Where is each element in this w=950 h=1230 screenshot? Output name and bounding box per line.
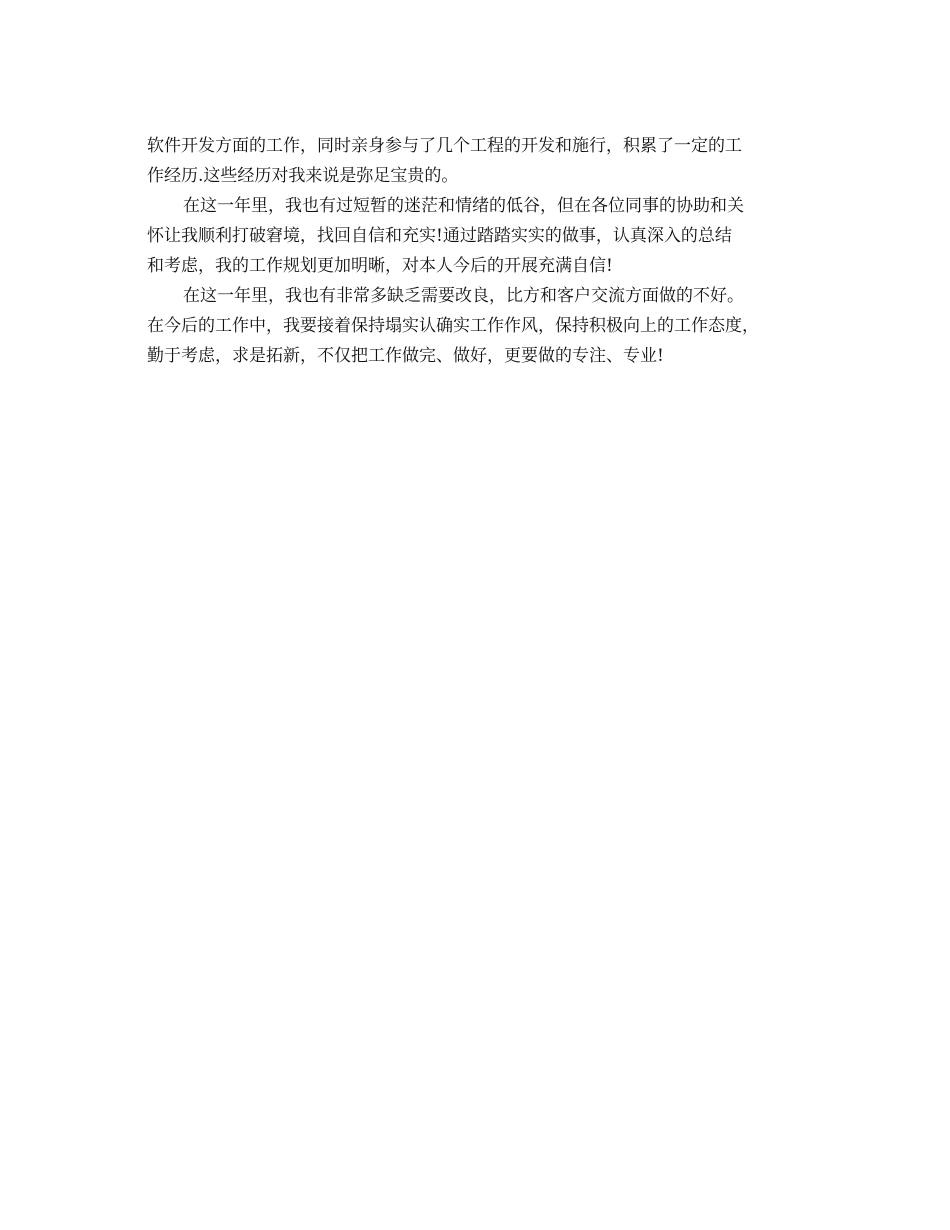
paragraph-line: 怀让我顺利打破窘境，找回自信和充实!通过踏踏实实的做事，认真深入的总结 [147, 226, 732, 246]
paragraph-1 [147, 131, 817, 191]
paragraph-line: 在这一年里，我也有过短暂的迷茫和情绪的低谷，但在各位同事的协助和关 [183, 196, 744, 216]
paragraph-line: 在今后的工作中，我要接着保持塌实认确实工作作风，保持积极向上的工作态度， [147, 316, 759, 336]
paragraph-line: 软件开发方面的工作，同时亲身参与了几个工程的开发和施行，积累了一定的工 [147, 136, 742, 156]
paragraph-3 [147, 281, 817, 371]
paragraph-line: 作经历.这些经历对我来说是弥足宝贵的。 [147, 166, 459, 186]
document-body [147, 131, 817, 371]
paragraph-2 [147, 191, 817, 281]
paragraph-line: 在这一年里，我也有非常多缺乏需要改良，比方和客户交流方面做的不好。 [183, 286, 744, 306]
paragraph-line: 和考虑，我的工作规划更加明晰，对本人今后的开展充满自信! [147, 256, 613, 276]
paragraph-line: 勤于考虑，求是拓新，不仅把工作做完、做好，更要做的专注、专业! [147, 346, 664, 366]
